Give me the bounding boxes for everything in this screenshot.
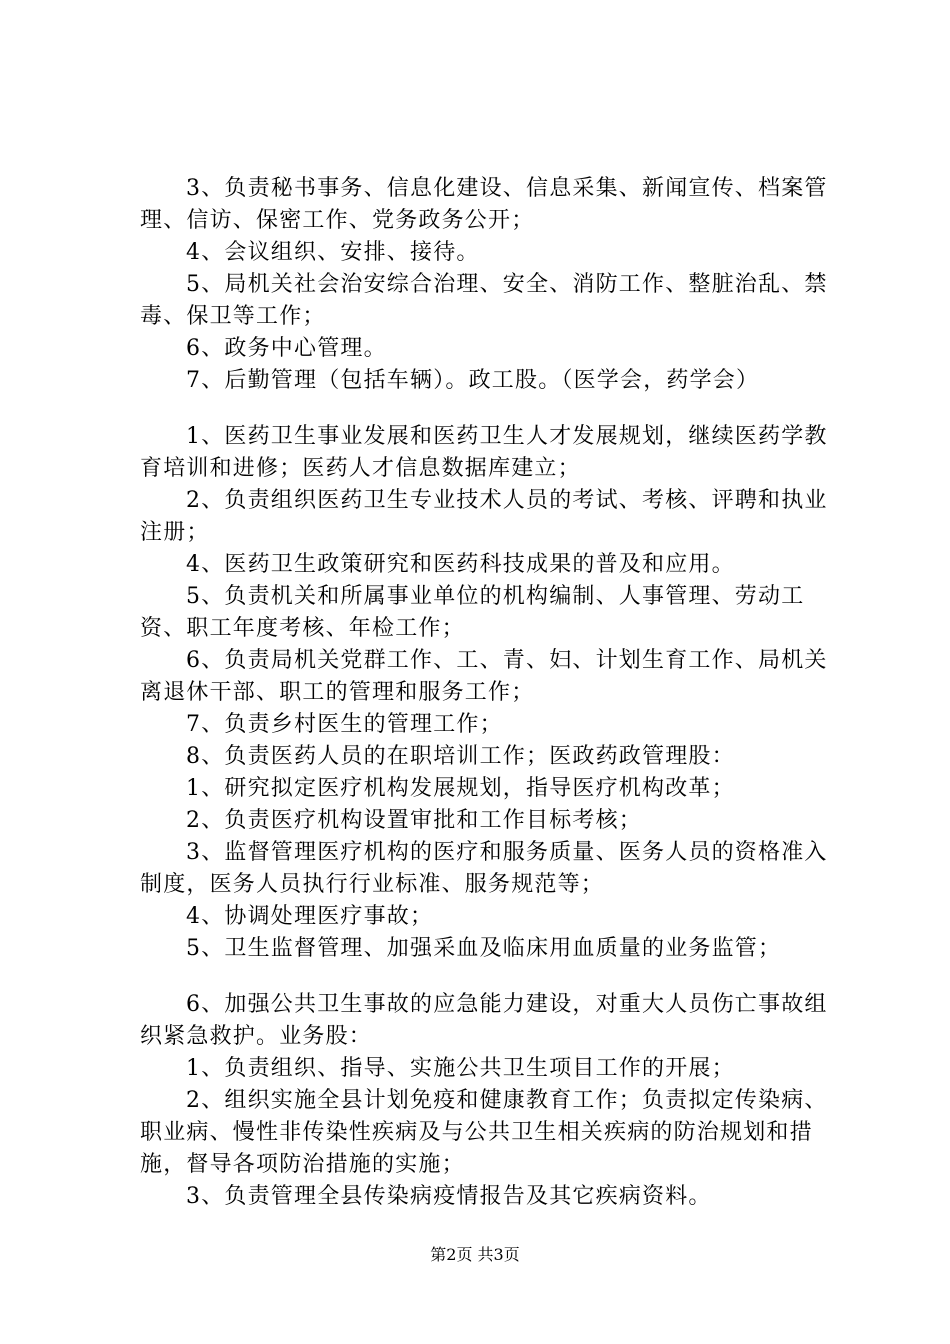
paragraph: 5、负责机关和所属事业单位的机构编制、人事管理、劳动工资、职工年度考核、年检工作； xyxy=(140,584,805,641)
paragraph: 2、负责组织医药卫生专业技术人员的考试、考核、评聘和执业注册； xyxy=(140,488,828,545)
paragraph: 6、负责局机关党群工作、工、青、妇、计划生育工作、局机关离退休干部、职工的管理和服务工作； xyxy=(140,648,828,705)
document-body xyxy=(140,173,840,1213)
paragraph: 1、负责组织、指导、实施公共卫生项目工作的开展； xyxy=(186,1056,735,1081)
paragraph: 7、负责乡村医生的管理工作； xyxy=(186,712,503,737)
paragraph: 4、医药卫生政策研究和医药科技成果的普及和应用。 xyxy=(186,552,735,577)
paragraph-gap xyxy=(140,397,840,421)
paragraph: 4、会议组织、安排、接待。 xyxy=(186,240,480,265)
paragraph: 4、协调处理医疗事故； xyxy=(186,904,434,929)
paragraph: 2、组织实施全县计划免疫和健康教育工作；负责拟定传染病、职业病、慢性非传染性疾病及与公共卫生相关疾病的防治规划和措施，督导各项防治措施的实施； xyxy=(140,1088,828,1177)
paragraph: 8、负责医药人员的在职培训工作；医政药政管理股： xyxy=(186,744,735,769)
paragraph-gap xyxy=(140,965,840,989)
paragraph: 6、加强公共卫生事故的应急能力建设，对重大人员伤亡事故组织紧急救护。业务股： xyxy=(140,992,828,1049)
paragraph: 1、医药卫生事业发展和医药卫生人才发展规划，继续医药学教育培训和进修；医药人才信息数据库建立； xyxy=(140,424,828,481)
paragraph: 6、政务中心管理。 xyxy=(186,336,387,361)
paragraph: 5、卫生监督管理、加强采血及临床用血质量的业务监管； xyxy=(186,936,782,961)
paragraph: 1、研究拟定医疗机构发展规划，指导医疗机构改革； xyxy=(186,776,735,801)
paragraph: 7、后勤管理（包括车辆）。政工股。（医学会，药学会） xyxy=(186,368,760,393)
paragraph: 3、负责管理全县传染病疫情报告及其它疾病资料。 xyxy=(186,1184,712,1209)
paragraph: 3、监督管理医疗机构的医疗和服务质量、医务人员的资格准入制度，医务人员执行行业标准、服务规范等； xyxy=(140,840,828,897)
paragraph: 5、局机关社会治安综合治理、安全、消防工作、整脏治乱、禁毒、保卫等工作； xyxy=(140,272,828,329)
paragraph: 2、负责医疗机构设置审批和工作目标考核； xyxy=(186,808,642,833)
paragraph: 3、负责秘书事务、信息化建设、信息采集、新闻宣传、档案管理、信访、保密工作、党务政务公开； xyxy=(140,176,828,233)
page-number: 第2页 共3页 xyxy=(430,1245,520,1264)
